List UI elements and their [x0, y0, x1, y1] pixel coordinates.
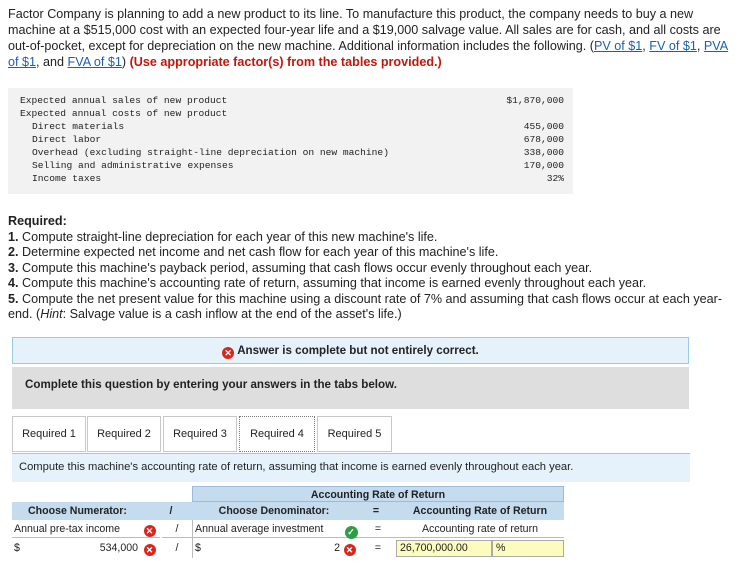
required-item [8, 261, 736, 277]
data-label: Expected annual sales of new product [20, 95, 228, 106]
data-label: Overhead (excluding straight-line depreciation on new machine) [32, 147, 389, 158]
header-slash: / [150, 502, 192, 520]
required-item [8, 230, 736, 246]
tab-required-1[interactable]: Required 1 [12, 416, 86, 452]
data-label: Direct labor [32, 134, 102, 145]
x-circle-icon: ✕ [144, 544, 156, 556]
link-fva-of-1[interactable]: FVA of $1 [67, 55, 122, 69]
denominator-header: Choose Denominator: [192, 502, 356, 520]
tab-required-4[interactable]: Required 4 [239, 416, 315, 452]
denominator-currency: $ [192, 538, 206, 558]
required-item [8, 292, 736, 323]
denominator-select[interactable]: Annual average investment [192, 520, 344, 538]
result-label: Accounting rate of return [396, 520, 564, 538]
data-row [8, 172, 573, 185]
tab-required-3[interactable]: Required 3 [163, 416, 237, 452]
instruction-text: Compute this machine's accounting rate of return, assuming that income is earned evenly throughout each year. [19, 461, 574, 473]
data-value: 678,000 [523, 134, 564, 145]
intro-sep: , [642, 39, 650, 53]
data-row [8, 107, 573, 120]
check-circle-icon: ✓ [345, 526, 358, 539]
required-item [8, 245, 736, 261]
item-text: Compute this machine's payback period, assuming that cash flows occur evenly throughout each year. [18, 260, 593, 275]
row-slash: / [175, 542, 179, 554]
result-header: Accounting Rate of Return [396, 502, 564, 520]
arr-answer-table [12, 486, 564, 560]
item-number: 3. [8, 260, 19, 275]
numerator-value-status [142, 538, 160, 558]
data-value: 32% [546, 173, 564, 184]
header-equals: = [356, 502, 396, 520]
numerator-label-status [142, 520, 160, 538]
complete-message: Complete this question by entering your answers in the tabs below. [25, 378, 397, 391]
denominator-value-status [342, 538, 360, 558]
data-row [8, 133, 573, 146]
data-value: 338,000 [523, 147, 564, 158]
answer-status-banner [12, 337, 689, 364]
status-text: Answer is complete but not entirely correct. [237, 344, 479, 357]
intro-sep: , [696, 39, 704, 53]
item-text: Compute straight-line depreciation for each year of this new machine's life. [18, 229, 438, 244]
complete-question-panel [12, 367, 689, 409]
numerator-header: Choose Numerator: [12, 502, 150, 520]
item-text: Determine expected net income and net cash flow for each year of this machine's life. [18, 245, 499, 259]
data-label: Income taxes [32, 173, 102, 184]
denominator-label-status [342, 520, 360, 538]
link-fv-of-1[interactable]: FV of $1 [649, 39, 697, 53]
data-label: Direct materials [32, 121, 125, 132]
item-text: Compute this machine's accounting rate of return, assuming that income is earned evenly throughout each year. [18, 276, 647, 290]
link-pva-of-1[interactable]: PVA of $1 [8, 39, 729, 69]
data-value: 455,000 [523, 121, 564, 132]
x-circle-icon: ✕ [144, 525, 156, 537]
arr-title: Accounting Rate of Return [192, 486, 564, 502]
x-circle-icon: ✕ [222, 347, 234, 359]
hint-text: : Salvage value is a cash inflow at the end of the asset's life.) [62, 307, 402, 321]
intro-text: Factor Company is planning to add a new product to its line. To manufacture this product, the company needs to buy a new machine at a $515,000 cost with an expected four-year life and a $19,000 salvage value. All sales are for cash, and all costs are out-of-pocket, except for depreciation on the new machine. Additional information includes the following. ( [8, 7, 721, 53]
row-slash: / [162, 520, 192, 538]
required-section [8, 214, 736, 323]
link-pv-of-1[interactable]: PV of $1 [593, 39, 643, 53]
data-label: Expected annual costs of new product [20, 108, 228, 119]
row-equals: = [360, 520, 396, 538]
data-row [8, 94, 573, 107]
data-row [8, 120, 573, 133]
tab-required-2[interactable]: Required 2 [87, 416, 161, 452]
item-text: Compute the net present value for this machine using a discount rate of 7% and assuming that cash flows occur at each year-end. ( [8, 291, 723, 321]
problem-intro [8, 6, 736, 70]
intro-sep: , and [36, 55, 68, 69]
numerator-select[interactable]: Annual pre-tax income [12, 520, 150, 538]
result-value: 26,700,000.00 [396, 540, 492, 557]
tab-instruction [12, 453, 690, 482]
denominator-value-input[interactable]: 2 [334, 542, 340, 554]
required-item [8, 276, 736, 292]
x-circle-icon: ✕ [344, 544, 356, 556]
item-number: 5. [8, 291, 19, 306]
data-value: $1,870,000 [506, 95, 564, 106]
cost-data-table [8, 88, 573, 194]
numerator-currency: $ [14, 542, 20, 554]
intro-hint: (Use appropriate factor(s) from the tables provided.) [129, 55, 442, 69]
tab-required-5[interactable]: Required 5 [317, 416, 392, 452]
result-unit: % [492, 540, 564, 557]
item-number: 2. [8, 245, 19, 259]
numerator-value-input[interactable]: 534,000 [99, 542, 138, 554]
item-number: 4. [8, 276, 19, 290]
data-value: 170,000 [523, 160, 564, 171]
intro-sep: ) [121, 55, 130, 69]
hint-label: Hint [40, 307, 63, 321]
required-heading: Required: [8, 214, 67, 228]
data-label: Selling and administrative expenses [32, 160, 234, 171]
item-number: 1. [8, 229, 19, 244]
row-equals: = [374, 542, 382, 554]
data-row [8, 146, 573, 159]
data-row [8, 159, 573, 172]
